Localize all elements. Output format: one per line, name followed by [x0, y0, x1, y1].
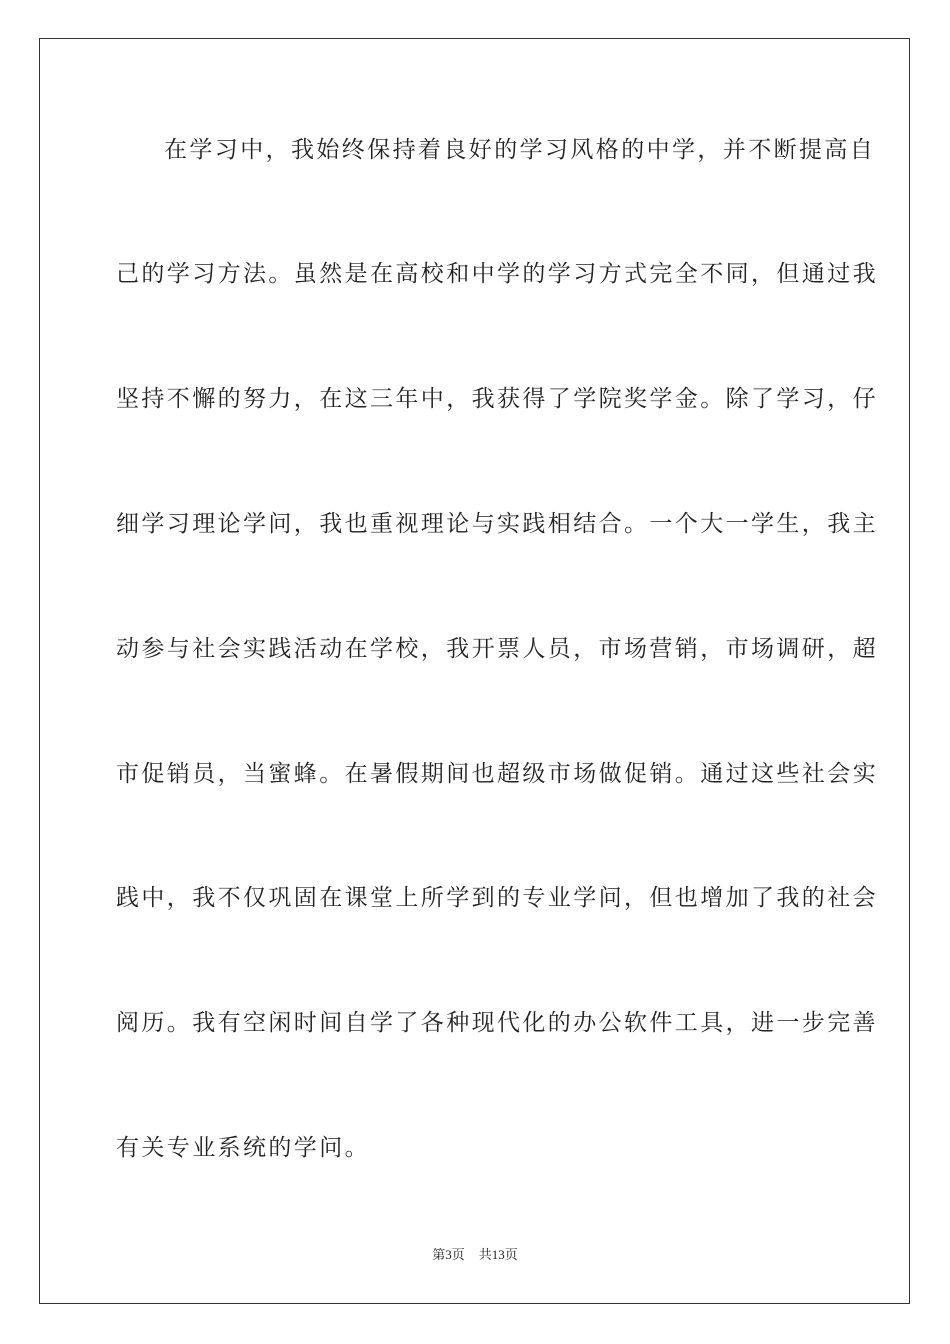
paragraph-line: 阅历。我有空闲时间自学了各种现代化的办公软件工具，进一步完善: [116, 1010, 878, 1036]
page-total: 共13页: [478, 1247, 518, 1262]
paragraph-line: 坚持不懈的努力，在这三年中，我获得了学院奖学金。除了学习，仔: [116, 386, 878, 412]
page-number: 第3页: [432, 1247, 465, 1262]
paragraph-line: 在学习中，我始终保持着良好的学习风格的中学，并不断提高自: [164, 137, 876, 163]
page-footer: [0, 1246, 950, 1264]
paragraph-line: 践中，我不仅巩固在课堂上所学到的专业学问，但也增加了我的社会: [116, 885, 878, 911]
paragraph-line: 动参与社会实践活动在学校，我开票人员，市场营销，市场调研，超: [116, 636, 878, 662]
paragraph-line: 细学习理论学问，我也重视理论与实践相结合。一个大一学生，我主: [116, 511, 878, 537]
paragraph-line: 有关专业系统的学问。: [116, 1135, 370, 1161]
paragraph-line: 己的学习方法。虽然是在高校和中学的学习方式完全不同，但通过我: [116, 261, 878, 287]
paragraph-line: 市促销员，当蜜蜂。在暑假期间也超级市场做促销。通过这些社会实: [116, 761, 878, 787]
page-border: [39, 38, 910, 1304]
